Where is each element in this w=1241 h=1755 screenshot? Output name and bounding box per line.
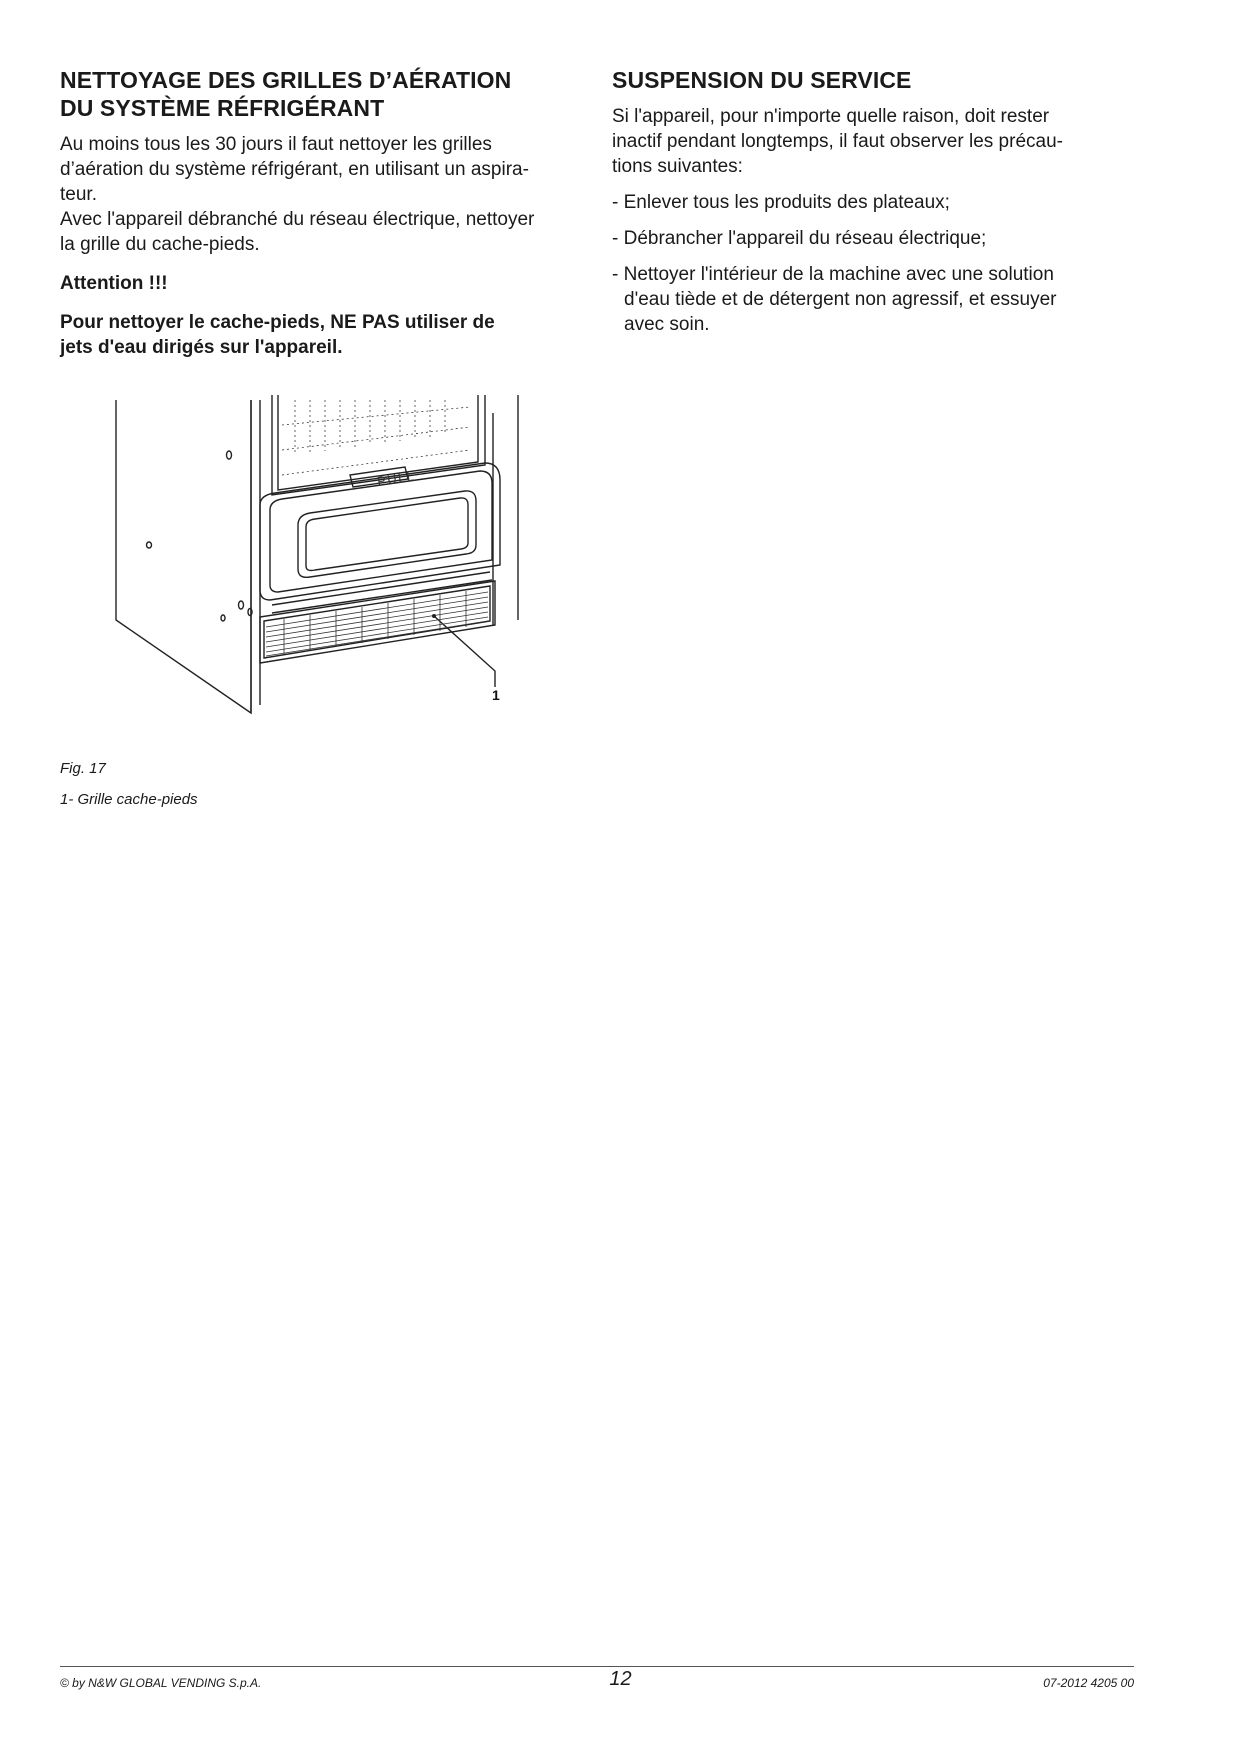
attention-heading: Attention !!! bbox=[60, 273, 168, 294]
machine-base-drawing bbox=[60, 395, 540, 725]
warning-paragraph bbox=[60, 310, 580, 360]
text-line: d’aération du système réfrigérant, en utilisant un aspira- bbox=[60, 159, 529, 180]
pull-label: PULL bbox=[376, 468, 417, 489]
title-line-2: DU SYSTÈME RÉFRIGÉRANT bbox=[60, 95, 385, 121]
paragraph-cleaning-frequency bbox=[60, 132, 580, 257]
footer-divider bbox=[60, 1666, 1134, 1667]
text-line: Pour nettoyer le cache-pieds, NE PAS utiliser de bbox=[60, 312, 495, 333]
paragraph-suspension-intro bbox=[612, 104, 1112, 179]
text-line: d'eau tiède et de détergent non agressif, et essuyer bbox=[624, 289, 1057, 310]
section-title-cleaning bbox=[60, 66, 580, 122]
side-panel-outline bbox=[116, 400, 251, 713]
page-number: 12 bbox=[609, 1668, 632, 1690]
figure-legend-item: 1- Grille cache-pieds bbox=[60, 791, 198, 808]
list-item: - Enlever tous les produits des plateaux; bbox=[612, 192, 950, 213]
text-line: Si l'appareil, pour n'importe quelle raison, doit rester bbox=[612, 106, 1050, 127]
text-line: avec soin. bbox=[624, 314, 710, 335]
text-line: - Nettoyer l'intérieur de la machine avec une solution bbox=[612, 264, 1054, 285]
figure-17-illustration bbox=[60, 395, 540, 725]
text-line: jets d'eau dirigés sur l'appareil. bbox=[60, 337, 343, 358]
text-line: inactif pendant longtemps, il faut observer les précau- bbox=[612, 131, 1063, 152]
list-item bbox=[612, 262, 1112, 337]
text-line: teur. bbox=[60, 184, 97, 205]
text-line: tions suivantes: bbox=[612, 156, 743, 177]
title-line-1: NETTOYAGE DES GRILLES D’AÉRATION bbox=[60, 67, 512, 93]
text-line: Avec l'appareil débranché du réseau électrique, nettoyer bbox=[60, 209, 535, 230]
section-title-suspension: SUSPENSION DU SERVICE bbox=[612, 67, 912, 93]
list-item: - Débrancher l'appareil du réseau électrique; bbox=[612, 228, 987, 249]
text-line: Au moins tous les 30 jours il faut nettoyer les grilles bbox=[60, 134, 492, 155]
text-line: la grille du cache-pieds. bbox=[60, 234, 260, 255]
callout-point bbox=[432, 614, 436, 618]
right-column bbox=[612, 66, 1112, 337]
figure-label: Fig. 17 bbox=[60, 760, 106, 777]
left-column bbox=[60, 66, 580, 360]
footer-doc-code: 07-2012 4205 00 bbox=[1043, 1676, 1134, 1690]
pull-flap bbox=[298, 491, 476, 577]
footer-copyright: © by N&W GLOBAL VENDING S.p.A. bbox=[60, 1676, 262, 1690]
callout-number: 1 bbox=[492, 687, 500, 703]
